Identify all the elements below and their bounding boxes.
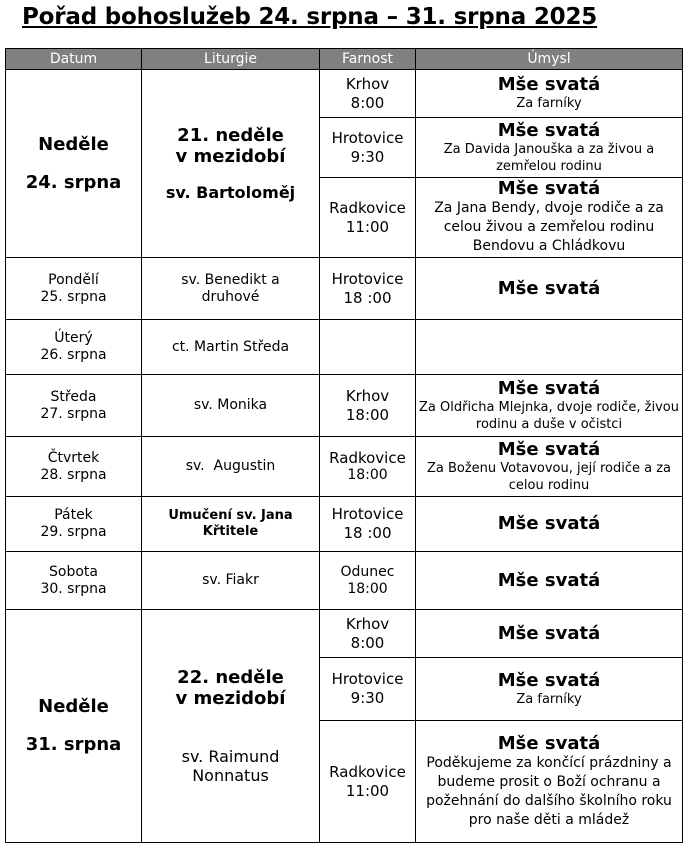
day-name: Čtvrtek [47, 449, 100, 466]
intention-cell [416, 320, 683, 375]
table-row [6, 552, 683, 610]
table-row [6, 610, 683, 658]
parish-name: Hrotovice [331, 505, 404, 523]
mass-time: 18:00 [345, 405, 390, 424]
day-name: Pátek [54, 507, 93, 523]
day-name: Neděle [38, 696, 109, 717]
intention-cell [416, 70, 683, 118]
liturgy-saint: Nonnatus [192, 766, 269, 785]
parish-cell [320, 552, 416, 610]
date-cell [6, 70, 142, 258]
mass-label: Mše svatá [497, 622, 601, 644]
liturgy-cell [142, 497, 320, 552]
parish-cell [320, 375, 416, 437]
mass-label: Mše svatá [497, 377, 601, 399]
day-date: 30. srpna [40, 580, 107, 597]
liturgy-text: Umučení sv. Jana Křtitele [168, 508, 293, 539]
mass-time: 11:00 [345, 217, 390, 236]
parish-name: Radkovice [329, 448, 406, 467]
liturgy-line: v mezidobí [175, 145, 286, 167]
intention-cell [416, 437, 683, 497]
mass-label: Mše svatá [497, 438, 601, 460]
parish-cell [320, 497, 416, 552]
table-row [6, 258, 683, 320]
header-farnost: Farnost [320, 49, 416, 70]
intention-cell [416, 118, 683, 178]
date-cell [6, 375, 142, 437]
liturgy-cell [142, 610, 320, 843]
date-cell [6, 552, 142, 610]
parish-name: Radkovice [329, 198, 406, 217]
mass-label: Mše svatá [497, 178, 601, 199]
intention-cell [416, 497, 683, 552]
parish-cell [320, 258, 416, 320]
day-date: 26. srpna [40, 347, 107, 363]
day-date: 29. srpna [40, 524, 107, 540]
mass-time: 8:00 [350, 93, 385, 112]
intention-cell [416, 375, 683, 437]
mass-time: 9:30 [350, 147, 385, 166]
liturgy-cell [142, 437, 320, 497]
table-row [6, 320, 683, 375]
intention-cell [416, 658, 683, 721]
parish-cell [320, 721, 416, 843]
day-name: Pondělí [48, 271, 99, 288]
liturgy-saint: sv. Raimund [181, 747, 280, 766]
intention-text: Za Boženu Votavovou, její rodiče a za celou rodinu [426, 460, 672, 493]
parish-name: Krhov [345, 74, 390, 93]
liturgy-text: sv. Monika [193, 397, 268, 413]
intention-cell [416, 178, 683, 258]
day-name: Úterý [54, 330, 93, 346]
liturgy-line: v mezidobí [175, 688, 286, 709]
liturgy-line: 21. neděle [177, 124, 284, 146]
page-title: Pořad bohoslužeb 24. srpna – 31. srpna 2025 [22, 4, 598, 30]
mass-time: 18:00 [347, 466, 388, 483]
parish-cell [320, 610, 416, 658]
day-name: Středa [50, 388, 97, 405]
intention-text: Za Oldřicha Mlejnka, dvoje rodiče, živou rodinu a duše v očistci [419, 399, 679, 432]
parish-cell [320, 437, 416, 497]
intention-text: Za farníky [516, 691, 582, 707]
intention-cell [416, 258, 683, 320]
day-date: 25. srpna [40, 288, 107, 305]
mass-label: Mše svatá [497, 277, 601, 299]
table-row [6, 375, 683, 437]
mass-time: 11:00 [345, 781, 390, 800]
mass-time: 8:00 [350, 633, 385, 652]
parish-name: Odunec [340, 563, 395, 580]
mass-label: Mše svatá [497, 513, 601, 534]
liturgy-cell [142, 258, 320, 320]
day-date: 28. srpna [40, 466, 107, 483]
liturgy-text: sv. Augustin [185, 458, 276, 474]
day-name: Sobota [49, 563, 98, 580]
parish-name: Krhov [345, 614, 390, 633]
parish-cell [320, 320, 416, 375]
intention-text: Za Jana Bendy, dvoje rodiče a za celou živou a zemřelou rodinu Bendovu a Chládkovu [434, 200, 664, 254]
date-cell [6, 610, 142, 843]
parish-cell [320, 178, 416, 258]
liturgy-text: sv. Fiakr [202, 572, 259, 588]
day-name: Neděle [38, 133, 109, 155]
date-cell [6, 258, 142, 320]
mass-label: Mše svatá [497, 119, 601, 141]
liturgy-line: 22. neděle [177, 667, 284, 688]
header-liturgie: Liturgie [142, 49, 320, 70]
mass-label: Mše svatá [497, 732, 601, 754]
header-datum: Datum [6, 49, 142, 70]
parish-cell [320, 70, 416, 118]
date-cell [6, 437, 142, 497]
mass-time: 9:30 [350, 689, 385, 707]
mass-time: 18 :00 [343, 288, 392, 307]
parish-name: Hrotovice [331, 128, 404, 147]
day-date: 27. srpna [40, 405, 107, 422]
header-umysl: Úmysl [416, 49, 683, 70]
parish-name: Hrotovice [331, 269, 404, 288]
parish-cell [320, 118, 416, 178]
header-row [6, 49, 683, 70]
liturgy-cell [142, 375, 320, 437]
parish-name: Krhov [345, 386, 390, 405]
date-cell [6, 320, 142, 375]
date-cell [6, 497, 142, 552]
mass-label: Mše svatá [497, 669, 601, 691]
parish-cell [320, 658, 416, 721]
liturgy-text: sv. Benedikt a druhové [181, 271, 280, 305]
parish-name: Radkovice [329, 762, 406, 781]
mass-label: Mše svatá [497, 74, 601, 95]
table-row [6, 70, 683, 118]
mass-time: 18 :00 [343, 524, 392, 542]
intention-cell [416, 552, 683, 610]
parish-name: Hrotovice [331, 670, 404, 688]
intention-cell [416, 610, 683, 658]
liturgy-cell [142, 70, 320, 258]
liturgy-saint: sv. Bartoloměj [165, 182, 296, 202]
intention-cell [416, 721, 683, 843]
day-date: 24. srpna [25, 171, 122, 193]
liturgy-cell [142, 320, 320, 375]
intention-text: Za Davida Janouška a za živou a zemřelou rodinu [443, 141, 655, 174]
schedule-table [5, 48, 683, 843]
day-date: 31. srpna [25, 734, 122, 755]
intention-text: Za farníky [516, 96, 582, 111]
mass-time: 18:00 [347, 580, 388, 597]
mass-label: Mše svatá [497, 569, 601, 591]
intention-text: Poděkujeme za končící prázdniny a budeme prosit o Boží ochranu a požehnání do dalšího školního roku pro naše děti a mládež [426, 754, 672, 828]
table-row [6, 437, 683, 497]
liturgy-cell [142, 552, 320, 610]
table-row [6, 497, 683, 552]
liturgy-text: ct. Martin Středa [171, 338, 290, 355]
